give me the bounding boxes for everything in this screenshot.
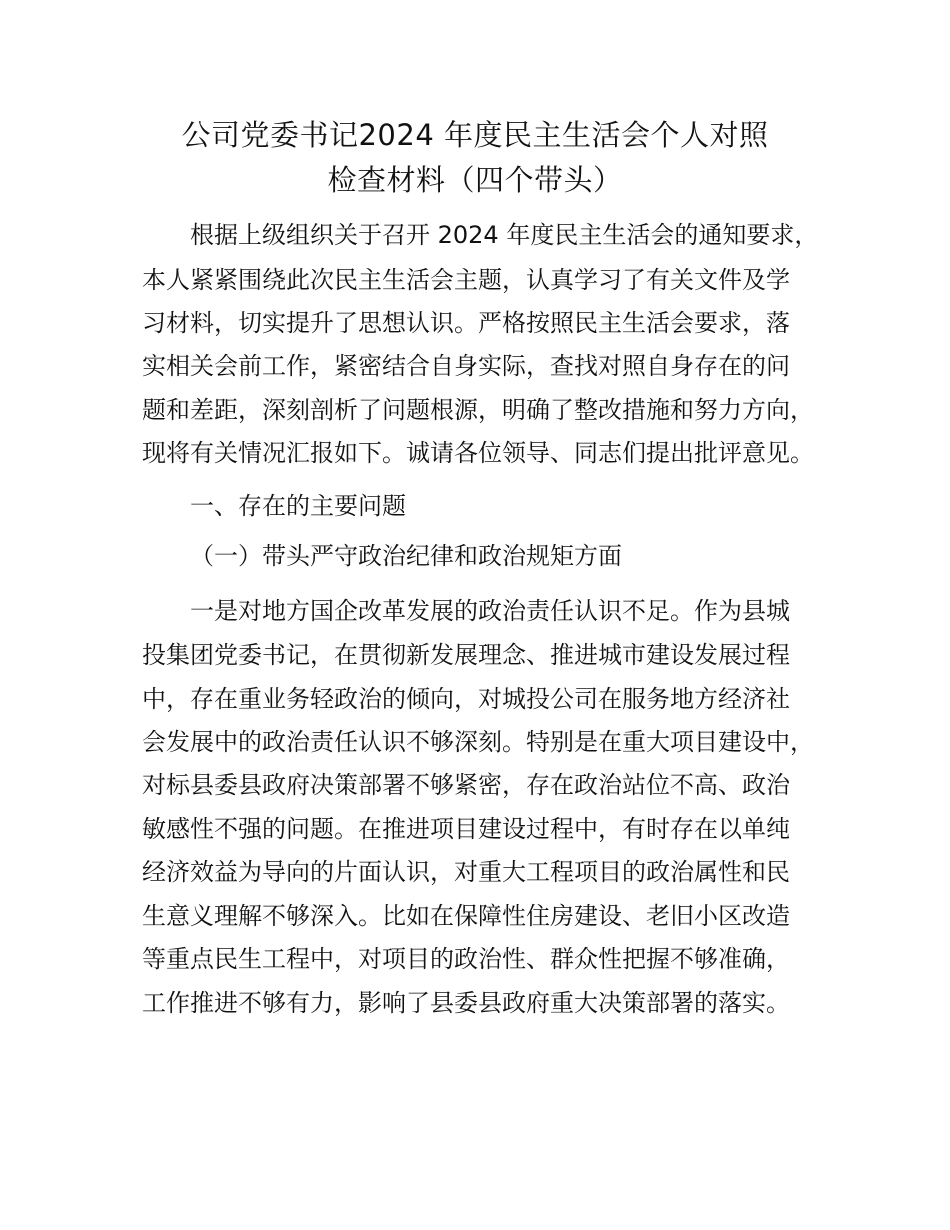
body-line-5: 对标县委县政府决策部署不够紧密，存在政治站位不高、政治 — [142, 771, 790, 799]
subsection-heading: （一）带头严守政治纪律和政治规矩方面 — [190, 542, 622, 570]
body-line-1: 一是对地方国企改革发展的政治责任认识不足。作为县城 — [190, 597, 790, 625]
body-line-3: 中，存在重业务轻政治的倾向，对城投公司在服务地方经济社 — [142, 685, 790, 713]
body-line-2: 投集团党委书记，在贯彻新发展理念、推进城市建设发展过程 — [142, 641, 790, 669]
intro-line-5: 题和差距，深刻剖析了问题根源，明确了整改措施和努力方向， — [142, 396, 814, 424]
body-line-8: 生意义理解不够深入。比如在保障性住房建设、老旧小区改造 — [142, 902, 790, 930]
intro-line-6: 现将有关情况汇报如下。诚请各位领导、同志们提出批评意见。 — [142, 439, 814, 467]
document-title-line-1: 公司党委书记2024 年度民主生活会个人对照 — [181, 118, 769, 152]
intro-line-2: 本人紧紧围绕此次民主生活会主题，认真学习了有关文件及学 — [142, 266, 790, 294]
intro-line-1: 根据上级组织关于召开 2024 年度民主生活会的通知要求， — [190, 221, 819, 249]
body-line-6: 敏感性不强的问题。在推进项目建设过程中，有时存在以单纯 — [142, 815, 790, 843]
body-line-9: 等重点民生工程中，对项目的政治性、群众性把握不够准确， — [142, 945, 790, 973]
body-line-7: 经济效益为导向的片面认识，对重大工程项目的政治属性和民 — [142, 858, 790, 886]
body-line-4: 会发展中的政治责任认识不够深刻。特别是在重大项目建设中， — [142, 728, 814, 756]
intro-line-3: 习材料，切实提升了思想认识。严格按照民主生活会要求，落 — [142, 309, 790, 337]
intro-line-4: 实相关会前工作，紧密结合自身实际，查找对照自身存在的问 — [142, 352, 790, 380]
document-title-line-2: 检查材料（四个带头） — [327, 163, 623, 197]
body-line-10: 工作推进不够有力，影响了县委县政府重大决策部署的落实。 — [142, 989, 790, 1017]
section-heading: 一、存在的主要问题 — [190, 492, 406, 520]
